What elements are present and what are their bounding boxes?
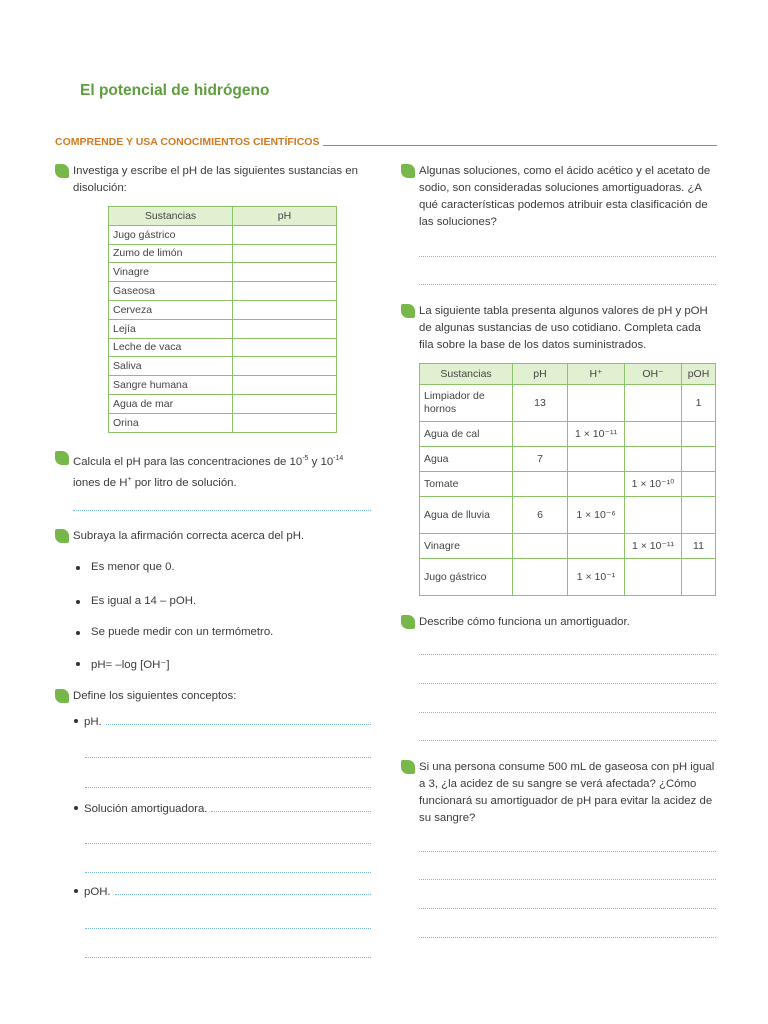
answer-line[interactable] xyxy=(85,872,371,873)
column-header: H⁺ xyxy=(568,364,625,385)
question-7-text: Describe cómo funciona un amortiguador. xyxy=(419,616,630,628)
oh-concentration-cell[interactable] xyxy=(625,497,682,534)
ph-answer-cell[interactable] xyxy=(233,282,337,301)
h-concentration-cell[interactable] xyxy=(568,534,625,559)
column-header: Sustancias xyxy=(420,364,513,385)
table-row xyxy=(420,497,716,534)
answer-line[interactable] xyxy=(419,284,716,285)
ph-cell[interactable]: 6 xyxy=(513,497,568,534)
table-row xyxy=(420,422,716,447)
poh-cell[interactable] xyxy=(682,422,716,447)
substance-cell: Sangre humana xyxy=(109,376,233,395)
answer-line[interactable] xyxy=(85,928,371,929)
oh-concentration-cell[interactable] xyxy=(625,559,682,596)
leaf-bullet-icon xyxy=(401,615,415,629)
substance-cell: Agua xyxy=(420,447,513,472)
table-row xyxy=(420,534,716,559)
leaf-bullet-icon xyxy=(401,760,415,774)
substance-cell: Tomate xyxy=(420,472,513,497)
table-row xyxy=(109,357,337,376)
column-header: OH⁻ xyxy=(625,364,682,385)
table-row xyxy=(109,300,337,319)
column-header: pH xyxy=(513,364,568,385)
answer-line[interactable] xyxy=(419,908,716,909)
leaf-bullet-icon xyxy=(401,164,415,178)
question-6 xyxy=(419,303,716,354)
ph-cell[interactable] xyxy=(513,472,568,497)
answer-line[interactable] xyxy=(85,757,371,758)
h-concentration-cell[interactable]: 1 × 10⁻¹¹ xyxy=(568,422,625,447)
ph-answer-cell[interactable] xyxy=(233,376,337,395)
concept-ph: pH. xyxy=(74,716,371,728)
substance-cell: Agua de cal xyxy=(420,422,513,447)
answer-line[interactable] xyxy=(419,654,716,655)
ph-poh-table xyxy=(419,363,716,596)
substance-cell: Vinagre xyxy=(420,534,513,559)
question-6-text: La siguiente tabla presenta algunos valores de pH y pOH de algunas sustancias de uso cotidiano. Completa cada fila sobre la base de los datos suministrados. xyxy=(419,305,708,351)
question-1 xyxy=(73,163,378,197)
concept-buffer-solution: Solución amortiguadora. xyxy=(74,803,371,815)
answer-line[interactable] xyxy=(419,683,716,684)
question-3-text: Subraya la afirmación correcta acerca del pH. xyxy=(73,530,305,542)
option-item[interactable]: Es igual a 14 – pOH. xyxy=(91,595,196,607)
oh-concentration-cell[interactable] xyxy=(625,447,682,472)
poh-cell[interactable] xyxy=(682,497,716,534)
bullet-dot-icon xyxy=(74,889,78,893)
leaf-bullet-icon xyxy=(55,164,69,178)
table-row xyxy=(420,447,716,472)
question-3 xyxy=(73,528,373,545)
table-row xyxy=(109,413,337,432)
bullet-dot-icon xyxy=(76,600,80,604)
oh-concentration-cell[interactable] xyxy=(625,385,682,422)
question-5 xyxy=(419,163,716,231)
table-row xyxy=(109,225,337,244)
option-item[interactable]: Se puede medir con un termómetro. xyxy=(91,626,273,638)
bullet-dot-icon xyxy=(76,631,80,635)
ph-answer-cell[interactable] xyxy=(233,413,337,432)
question-1-text: Investiga y escribe el pH de las siguientes sustancias en disolución: xyxy=(73,165,358,194)
section-title: COMPRENDE Y USA CONOCIMIENTOS CIENTÍFICOS xyxy=(55,136,320,148)
column-header: Sustancias xyxy=(109,207,233,226)
table-row xyxy=(109,338,337,357)
table-row xyxy=(420,559,716,596)
h-concentration-cell[interactable] xyxy=(568,385,625,422)
ph-answer-cell[interactable] xyxy=(233,394,337,413)
ph-cell[interactable] xyxy=(513,559,568,596)
h-concentration-cell[interactable]: 1 × 10⁻¹ xyxy=(568,559,625,596)
substance-cell: Limpiador de hornos xyxy=(420,385,513,422)
poh-cell[interactable]: 1 xyxy=(682,385,716,422)
leaf-bullet-icon xyxy=(55,689,69,703)
option-item[interactable]: Es menor que 0. xyxy=(91,561,175,573)
question-5-text: Algunas soluciones, como el ácido acético y el acetato de sodio, son consideradas soluciones amortiguadoras. ¿A qué características podemos atribuir esta clasificación de las soluciones? xyxy=(419,165,711,228)
poh-cell[interactable] xyxy=(682,559,716,596)
ph-cell[interactable] xyxy=(513,534,568,559)
oh-concentration-cell[interactable]: 1 × 10⁻¹⁰ xyxy=(625,472,682,497)
question-2-text: Calcula el pH para las concentraciones de $10^{-5}$ y $10^{-14}$ iones de H+ por litro de solución. xyxy=(73,455,344,489)
h-concentration-cell[interactable] xyxy=(568,447,625,472)
answer-line[interactable] xyxy=(419,937,716,938)
table-row xyxy=(109,319,337,338)
oh-concentration-cell[interactable]: 1 × 10⁻¹¹ xyxy=(625,534,682,559)
substance-cell: Orina xyxy=(109,413,233,432)
column-header: pOH xyxy=(682,364,716,385)
poh-cell[interactable]: 11 xyxy=(682,534,716,559)
leaf-bullet-icon xyxy=(55,529,69,543)
answer-line[interactable] xyxy=(419,851,716,852)
h-concentration-cell[interactable] xyxy=(568,472,625,497)
section-header xyxy=(55,132,717,148)
substance-cell: Leche de vaca xyxy=(109,338,233,357)
answer-line[interactable] xyxy=(115,894,371,895)
question-8 xyxy=(419,759,716,827)
column-header: pH xyxy=(233,207,337,226)
question-4 xyxy=(73,688,373,705)
poh-cell[interactable] xyxy=(682,472,716,497)
substance-cell: Cerveza xyxy=(109,300,233,319)
answer-line[interactable] xyxy=(85,843,371,844)
substance-cell: Agua de lluvia xyxy=(420,497,513,534)
ph-cell[interactable]: 7 xyxy=(513,447,568,472)
table-row xyxy=(109,376,337,395)
table-row xyxy=(109,263,337,282)
substance-cell: Jugo gástrico xyxy=(420,559,513,596)
concept-poh: pOH. xyxy=(74,886,371,898)
substance-cell: Gaseosa xyxy=(109,282,233,301)
answer-line[interactable] xyxy=(85,787,371,788)
ph-answer-cell[interactable] xyxy=(233,357,337,376)
h-concentration-cell[interactable]: 1 × 10⁻⁶ xyxy=(568,497,625,534)
bullet-dot-icon xyxy=(76,566,80,570)
table-row xyxy=(420,472,716,497)
substance-cell: Saliva xyxy=(109,357,233,376)
table-header-row xyxy=(420,364,716,385)
question-8-text: Si una persona consume 500 mL de gaseosa con pH igual a 3, ¿la acidez de su sangre se verá afectada? ¿Cómo funcionará su amortiguador de pH para evitar la acidez de su sangre? xyxy=(419,761,715,824)
ph-substances-table xyxy=(108,206,337,433)
question-2 xyxy=(73,450,373,492)
answer-line[interactable] xyxy=(73,510,371,511)
ph-answer-cell[interactable] xyxy=(233,244,337,263)
table-row xyxy=(109,244,337,263)
substance-cell: Agua de mar xyxy=(109,394,233,413)
substance-cell: Lejía xyxy=(109,319,233,338)
option-item[interactable]: pH= –log [OH⁻] xyxy=(91,657,170,671)
substance-cell: Zumo de limón xyxy=(109,244,233,263)
ph-answer-cell[interactable] xyxy=(233,319,337,338)
ph-cell[interactable]: 13 xyxy=(513,385,568,422)
section-rule xyxy=(323,145,717,146)
table-row xyxy=(109,282,337,301)
answer-line[interactable] xyxy=(419,740,716,741)
answer-line[interactable] xyxy=(106,724,371,725)
bullet-dot-icon xyxy=(74,719,78,723)
oh-concentration-cell[interactable] xyxy=(625,422,682,447)
leaf-bullet-icon xyxy=(401,304,415,318)
answer-line[interactable] xyxy=(211,811,371,812)
table-row xyxy=(420,385,716,422)
bullet-dot-icon xyxy=(74,806,78,810)
ph-answer-cell[interactable] xyxy=(233,300,337,319)
question-7 xyxy=(419,614,716,631)
answer-line[interactable] xyxy=(419,879,716,880)
ph-cell[interactable] xyxy=(513,422,568,447)
answer-line[interactable] xyxy=(419,712,716,713)
answer-line[interactable] xyxy=(419,256,716,257)
question-4-text: Define los siguientes conceptos: xyxy=(73,690,237,702)
substance-cell: Vinagre xyxy=(109,263,233,282)
answer-line[interactable] xyxy=(85,957,371,958)
ph-answer-cell[interactable] xyxy=(233,263,337,282)
ph-answer-cell[interactable] xyxy=(233,225,337,244)
page-title: El potencial de hidrógeno xyxy=(80,82,270,99)
leaf-bullet-icon xyxy=(55,451,69,465)
ph-answer-cell[interactable] xyxy=(233,338,337,357)
table-row xyxy=(109,394,337,413)
poh-cell[interactable] xyxy=(682,447,716,472)
table-header-row xyxy=(109,207,337,226)
bullet-dot-icon xyxy=(76,662,80,666)
substance-cell: Jugo gástrico xyxy=(109,225,233,244)
